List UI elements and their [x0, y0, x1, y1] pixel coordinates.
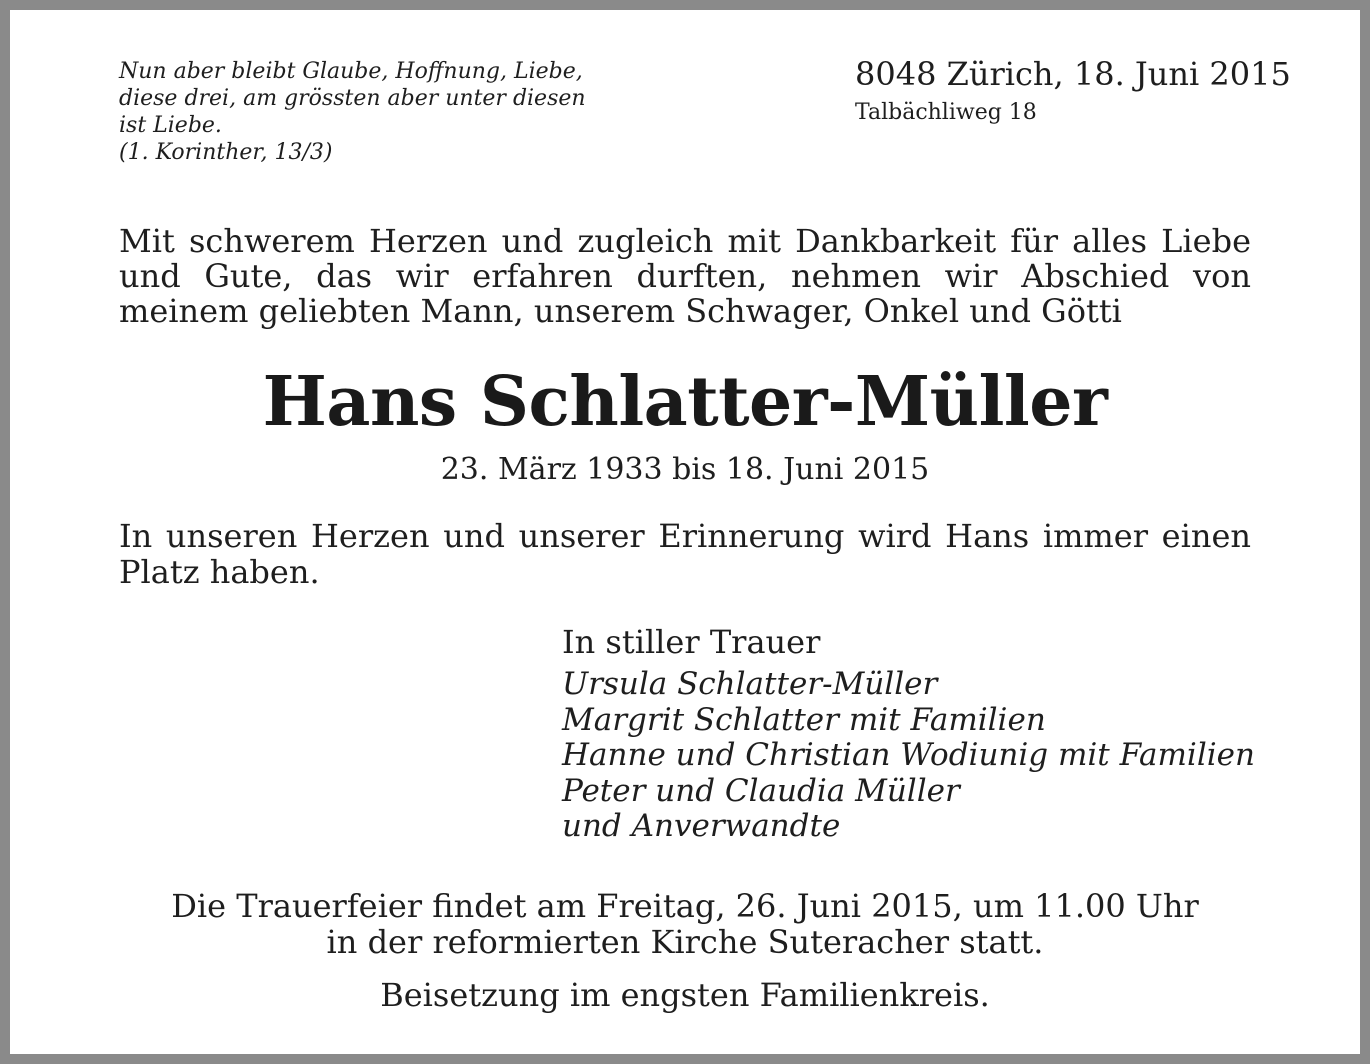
mourner-name: Hanne und Christian Wodiunig mit Familien — [562, 737, 1255, 773]
ceremony-line: in der reformierten Kirche Suteracher statt. — [326, 923, 1044, 961]
verse-line: diese drei, am grössten aber unter diesen — [119, 86, 586, 111]
place-date: 8048 Zürich, 18. Juni 2015 — [855, 55, 1291, 93]
bible-verse — [119, 58, 639, 166]
intro-paragraph: Mit schwerem Herzen und zugleich mit Dankbarkeit für alles Liebe und Gute, das wir erfahren durften, nehmen wir Abschied von meinem geliebten Mann, unserem Schwager, Onkel und Götti — [119, 222, 1251, 330]
ceremony-line: Die Trauerfeier findet am Freitag, 26. Juni 2015, um 11.00 Uhr — [171, 887, 1199, 925]
mourner-name: Ursula Schlatter-Müller — [562, 666, 938, 702]
funeral-service-info — [10, 888, 1360, 960]
mourning-heading: In stiller Trauer — [562, 623, 821, 661]
verse-reference: (1. Korinther, 13/3) — [119, 140, 333, 165]
burial-note: Beisetzung im engsten Familienkreis. — [380, 976, 990, 1014]
verse-line: Nun aber bleibt Glaube, Hoffnung, Liebe, — [119, 59, 583, 84]
memory-paragraph: In unseren Herzen und unserer Erinnerung wird Hans immer einen Platz haben. — [119, 517, 1251, 591]
mourner-name: und Anverwandte — [562, 808, 841, 844]
mourner-name: Margrit Schlatter mit Familien — [562, 701, 1046, 738]
street-address: Talbächliweg 18 — [855, 100, 1037, 125]
mourners-list — [562, 667, 1255, 845]
verse-line: ist Liebe. — [119, 113, 222, 138]
deceased-name: Hans Schlatter-Müller — [262, 362, 1108, 442]
mourner-name: Peter und Claudia Müller — [562, 772, 960, 809]
life-dates: 23. März 1933 bis 18. Juni 2015 — [440, 452, 930, 487]
